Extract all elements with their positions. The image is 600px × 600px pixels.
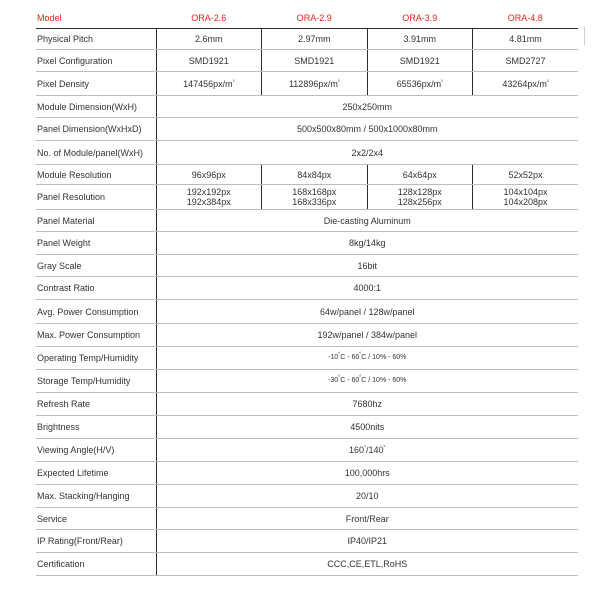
spec-label: Viewing Angle(H/V) [36,439,156,462]
spec-label: Panel Dimension(WxHxD) [36,118,156,141]
spec-row [36,118,578,141]
spec-value: 500x500x80mm / 500x1000x80mm [156,118,578,141]
spec-row [36,347,578,370]
spec-value-line: 104x104px [503,187,548,197]
spec-label: Module Resolution [36,165,156,185]
spec-value: IP40/IP21 [156,530,578,553]
spec-label: Module Dimension(WxH) [36,96,156,118]
spec-row [36,277,578,300]
spec-value-line: 168x336px [292,197,337,207]
spec-value: 4.81mm [473,29,579,50]
spec-value: Die-casting Aluminum [156,210,578,232]
spec-value-line: 168x168px [292,187,337,197]
spec-row [36,29,578,50]
header-label: Model [36,7,156,29]
spec-row [36,530,578,553]
spec-row [36,185,578,210]
spec-value: 64x64px [367,165,473,185]
spec-value: CCC,CE,ETL,RoHS [156,553,578,576]
spec-label: Avg. Power Consumption [36,300,156,324]
spec-value: 100,000hrs [156,462,578,485]
spec-row [36,416,578,439]
header-row [36,7,578,29]
spec-value: 20/10 [156,485,578,508]
spec-value: 192w/panel / 384w/panel [156,324,578,347]
spec-label: Panel Weight [36,232,156,255]
spec-label: Expected Lifetime [36,462,156,485]
spec-row [36,508,578,530]
spec-label: Operating Temp/Humidity [36,347,156,370]
spec-label: Gray Scale [36,255,156,277]
spec-row [36,393,578,416]
spec-label: Service [36,508,156,530]
spec-label: Brightness [36,416,156,439]
spec-value: SMD2727 [473,50,579,72]
spec-label: Max. Power Consumption [36,324,156,347]
spec-value: -10°C - 60°C / 10% - 60% [156,347,578,370]
spec-label: Contrast Ratio [36,277,156,300]
spec-value: 7680hz [156,393,578,416]
model-header: ORA-3.9 [367,7,473,29]
spec-label: IP Rating(Front/Rear) [36,530,156,553]
model-header: ORA-2.6 [156,7,262,29]
spec-value-cell [156,185,262,210]
spec-value: SMD1921 [262,50,368,72]
spec-label: Certification [36,553,156,576]
spec-value: $43264px/m^{^2}$ [473,72,579,96]
spec-label: Pixel Density [36,72,156,96]
spec-row [36,96,578,118]
spec-label: Panel Resolution [36,185,156,210]
spec-value: 3.91mm [367,29,473,50]
spec-value: $65536px/m^{^2}$ [367,72,473,96]
spec-row [36,210,578,232]
spec-label: Panel Material [36,210,156,232]
spec-label: No. of Module/panel(WxH) [36,141,156,165]
spec-row [36,485,578,508]
spec-value-line: 104x208px [503,197,548,207]
spec-label: Max. Stacking/Hanging [36,485,156,508]
spec-value: 16bit [156,255,578,277]
spec-value-line: 128x128px [397,187,442,197]
spec-value: 160°/140° [156,439,578,462]
spec-value: 52x52px [473,165,579,185]
spec-row [36,324,578,347]
spec-row [36,50,578,72]
spec-value: 250x250mm [156,96,578,118]
spec-value-line: 128x256px [397,197,442,207]
spec-row [36,439,578,462]
spec-label: Storage Temp/Humidity [36,370,156,393]
spec-value-line: 192x384px [186,197,231,207]
spec-value-cell [473,185,579,210]
page-edge-mark [584,27,585,45]
spec-value-cell [367,185,473,210]
spec-value: 4000:1 [156,277,578,300]
spec-value: 2.97mm [262,29,368,50]
spec-row [36,165,578,185]
spec-label: Physical Pitch [36,29,156,50]
spec-value: $112896px/m^{^2}$ [262,72,368,96]
spec-table [36,7,578,576]
spec-row [36,72,578,96]
spec-row [36,553,578,576]
spec-value: SMD1921 [367,50,473,72]
spec-value-cell [262,185,368,210]
model-header: ORA-2.9 [262,7,368,29]
spec-row [36,462,578,485]
spec-value: 2.6mm [156,29,262,50]
spec-row [36,255,578,277]
spec-label: Pixel Configuration [36,50,156,72]
spec-row [36,300,578,324]
spec-value: 4500nits [156,416,578,439]
spec-value: SMD1921 [156,50,262,72]
spec-value-line: 192x192px [186,187,231,197]
spec-row [36,370,578,393]
spec-value: $147456px/m^{^2}$ [156,72,262,96]
spec-value: Front/Rear [156,508,578,530]
spec-row [36,141,578,165]
model-header: ORA-4.8 [473,7,579,29]
spec-row [36,232,578,255]
spec-value: 8kg/14kg [156,232,578,255]
spec-value: 84x84px [262,165,368,185]
spec-value: 64w/panel / 128w/panel [156,300,578,324]
spec-label: Refresh Rate [36,393,156,416]
spec-value: -30°C - 60°C / 10% - 60% [156,370,578,393]
spec-value: 2x2/2x4 [156,141,578,165]
spec-value: 96x96px [156,165,262,185]
